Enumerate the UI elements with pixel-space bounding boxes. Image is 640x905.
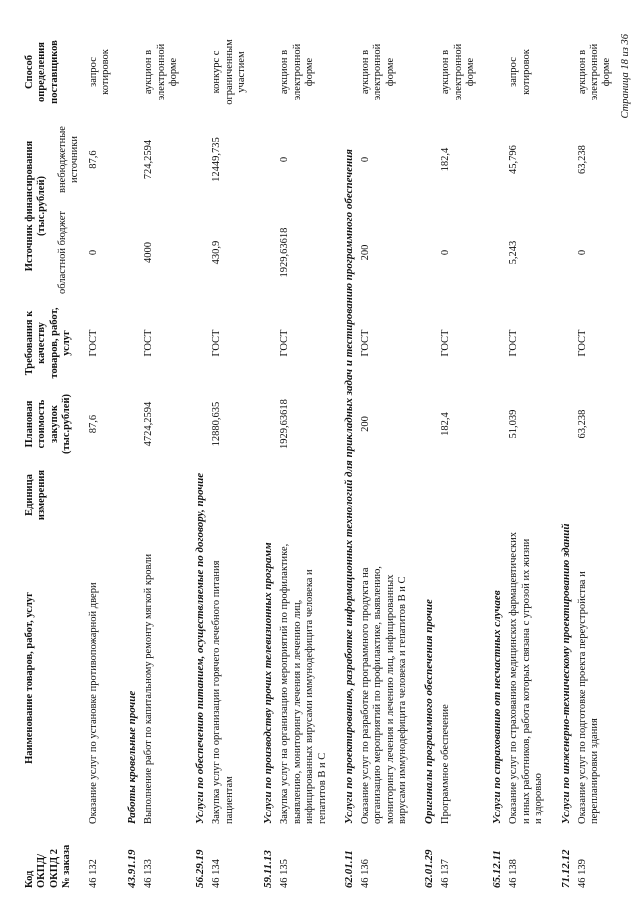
group-row bbox=[186, 31, 207, 891]
cell-nonbudget-sources: 724,2594 bbox=[143, 139, 155, 180]
cell-item-name: Закупка услуг на организацию мероприятий по профилактике, выявлению, мониторингу лечения и лечению лиц, инфицированных вирусами иммунодефицита человека и гепатитов В и С bbox=[279, 543, 328, 824]
cell-procurement-method: конкурс с ограниченным участием bbox=[211, 39, 248, 105]
cell-order-number: 46 137 bbox=[440, 859, 452, 888]
cell-planned-cost: 182,4 bbox=[440, 412, 452, 436]
cell-regional-budget: 5,243 bbox=[508, 240, 520, 265]
cell-unit bbox=[356, 461, 416, 529]
cell-item-name: Оказание услуг по разработке программного продукта на организацию мероприятий по профилактике, выявлению, мониторингу лечения и лечению лиц, инфицированных вирусами иммунодефицита человека и гепатитов В и С bbox=[359, 566, 408, 824]
table-row bbox=[207, 31, 254, 891]
cell-procurement-method: аукцион в электронной форме bbox=[279, 43, 316, 101]
cell-item-name: Оказание услуг по подготовке проекта переустройства и перепланировки здания bbox=[576, 571, 600, 824]
cell-regional-budget: 1929,63618 bbox=[279, 227, 291, 278]
cell-requirements: ГОСТ bbox=[211, 329, 223, 357]
header-cost: Плановая стоимость закупок (тыс.рублей) bbox=[24, 393, 73, 455]
table-row bbox=[356, 31, 416, 891]
cell-procurement-method: запрос котировок bbox=[87, 49, 111, 95]
cell-unit bbox=[139, 461, 186, 529]
cell-regional-budget: 0 bbox=[87, 249, 99, 256]
table-row bbox=[573, 31, 620, 891]
cell-order-number: 46 133 bbox=[143, 859, 155, 888]
cell-order-number: 46 136 bbox=[359, 859, 371, 888]
cell-order-number: 46 139 bbox=[576, 859, 588, 888]
cell-regional-budget: 430,9 bbox=[211, 240, 223, 265]
cell-planned-cost: 4724,2594 bbox=[143, 401, 155, 447]
table-row bbox=[84, 31, 119, 891]
group-code: 62.01.11 bbox=[342, 850, 355, 888]
cell-nonbudget-sources: 182,4 bbox=[440, 147, 452, 172]
group-row bbox=[118, 31, 139, 891]
group-row bbox=[335, 31, 356, 891]
group-name: Услуги по производству прочих телевизионных программ bbox=[262, 542, 275, 824]
header-code-line: ОКПД/ bbox=[36, 853, 48, 888]
table-row bbox=[275, 31, 335, 891]
table-row bbox=[139, 31, 186, 891]
header-code bbox=[22, 827, 84, 891]
cell-requirements: ГОСТ bbox=[440, 329, 452, 357]
cell-nonbudget-sources: 0 bbox=[359, 156, 371, 163]
group-code: 65.12.11 bbox=[491, 850, 504, 888]
header-code-line: ОКПД 2 bbox=[48, 848, 60, 888]
group-name: Услуги по обеспечению питанием, осуществляемые по договору, прочие bbox=[194, 472, 207, 824]
group-code: 59.11.13 bbox=[262, 850, 275, 888]
header-funding-nonbudget: внебюджетные источники bbox=[56, 126, 81, 193]
header-unit: Единица измерения bbox=[24, 469, 48, 521]
cell-procurement-method: запрос котировок bbox=[508, 49, 532, 95]
header-code-line: № заказа bbox=[61, 844, 73, 888]
header-name: Наименование товаров, работ, услуг bbox=[24, 592, 35, 764]
cell-order-number: 46 138 bbox=[508, 859, 520, 888]
header-funding: Источник финансирования (тыс.рублей) bbox=[24, 140, 48, 272]
page-number: Страница 18 из 36 bbox=[619, 34, 631, 119]
cell-unit bbox=[573, 461, 620, 529]
cell-requirements: ГОСТ bbox=[143, 329, 155, 357]
cell-requirements: ГОСТ bbox=[576, 329, 588, 357]
group-code: 71.12.12 bbox=[559, 849, 572, 888]
group-code: 62.01.29 bbox=[423, 849, 436, 888]
cell-planned-cost: 1929,63618 bbox=[279, 399, 291, 449]
table-body bbox=[84, 31, 620, 891]
cell-order-number: 46 134 bbox=[211, 859, 223, 888]
cell-planned-cost: 87,6 bbox=[87, 414, 99, 434]
cell-unit bbox=[207, 461, 254, 529]
group-name: Услуги по инженерно-техническому проектированию зданий bbox=[559, 523, 572, 824]
header-code-line: Код bbox=[24, 870, 35, 888]
cell-nonbudget-sources: 45,796 bbox=[508, 145, 520, 174]
cell-unit bbox=[504, 461, 551, 529]
cell-unit bbox=[84, 461, 119, 529]
cell-requirements: ГОСТ bbox=[87, 329, 99, 357]
cell-item-name: Оказание услуг по установке противопожарной двери bbox=[87, 582, 99, 824]
cell-procurement-method: аукцион в электронной форме bbox=[143, 43, 179, 101]
cell-regional-budget: 4000 bbox=[143, 242, 155, 263]
table-row bbox=[436, 31, 483, 891]
group-name: Услуги по страхованию от несчастных случаев bbox=[491, 590, 504, 824]
cell-requirements: ГОСТ bbox=[508, 329, 520, 357]
cell-procurement-method: аукцион в электронной форме bbox=[576, 43, 613, 101]
group-name: Работы кровельные прочие bbox=[126, 690, 139, 824]
cell-requirements: ГОСТ bbox=[359, 329, 371, 357]
group-row bbox=[483, 31, 504, 891]
cell-planned-cost: 200 bbox=[359, 416, 371, 432]
group-name: Оригиналы программного обеспечения прочие bbox=[423, 599, 436, 824]
cell-nonbudget-sources: 87,6 bbox=[87, 150, 99, 169]
cell-nonbudget-sources: 12449,735 bbox=[211, 137, 223, 182]
cell-regional-budget: 200 bbox=[359, 244, 371, 261]
cell-procurement-method: аукцион в электронной форме bbox=[359, 43, 396, 101]
cell-requirements: ГОСТ bbox=[279, 329, 291, 357]
cell-planned-cost: 12880,635 bbox=[211, 401, 223, 447]
cell-item-name: Программное обеспечение bbox=[440, 704, 452, 824]
cell-nonbudget-sources: 0 bbox=[279, 156, 291, 163]
cell-item-name: Оказание услуг по страхованию медицинских фармацевтических и иных работников, работа которых связана с угрозой их жизни и здоровью bbox=[508, 532, 545, 824]
header-requirements: Требования к качеству товаров, работ, услуг bbox=[24, 307, 73, 379]
cell-regional-budget: 0 bbox=[440, 249, 452, 256]
group-code: 43.91.19 bbox=[126, 849, 139, 888]
cell-order-number: 46 135 bbox=[279, 859, 291, 888]
cell-nonbudget-sources: 63,238 bbox=[576, 145, 588, 174]
group-row bbox=[415, 31, 436, 891]
group-row bbox=[254, 31, 275, 891]
cell-procurement-method: аукцион в электронной форме bbox=[440, 43, 477, 101]
header-funding-regional: областной бюджет bbox=[56, 211, 68, 294]
cell-order-number: 46 132 bbox=[87, 859, 99, 888]
header-method: Способ определения поставщиков bbox=[24, 40, 60, 104]
cell-unit bbox=[436, 461, 483, 529]
cell-planned-cost: 63,238 bbox=[576, 409, 588, 439]
table-row bbox=[504, 31, 551, 891]
group-name: Услуги по проектированию, разработке информационных технологий для прикладных задач и тестированию программного обеспечения bbox=[342, 149, 355, 824]
cell-regional-budget: 0 bbox=[576, 249, 588, 256]
group-row bbox=[552, 31, 573, 891]
cell-unit bbox=[275, 461, 335, 529]
cell-planned-cost: 51,039 bbox=[508, 409, 520, 439]
procurement-table bbox=[22, 31, 620, 891]
cell-item-name: Выполнение работ по капитальному ремонту мягкой кровли bbox=[143, 553, 155, 824]
cell-item-name: Закупка услуг по организации горячего лечебного питания пациентам bbox=[211, 560, 235, 824]
group-code: 56.29.19 bbox=[194, 849, 207, 888]
